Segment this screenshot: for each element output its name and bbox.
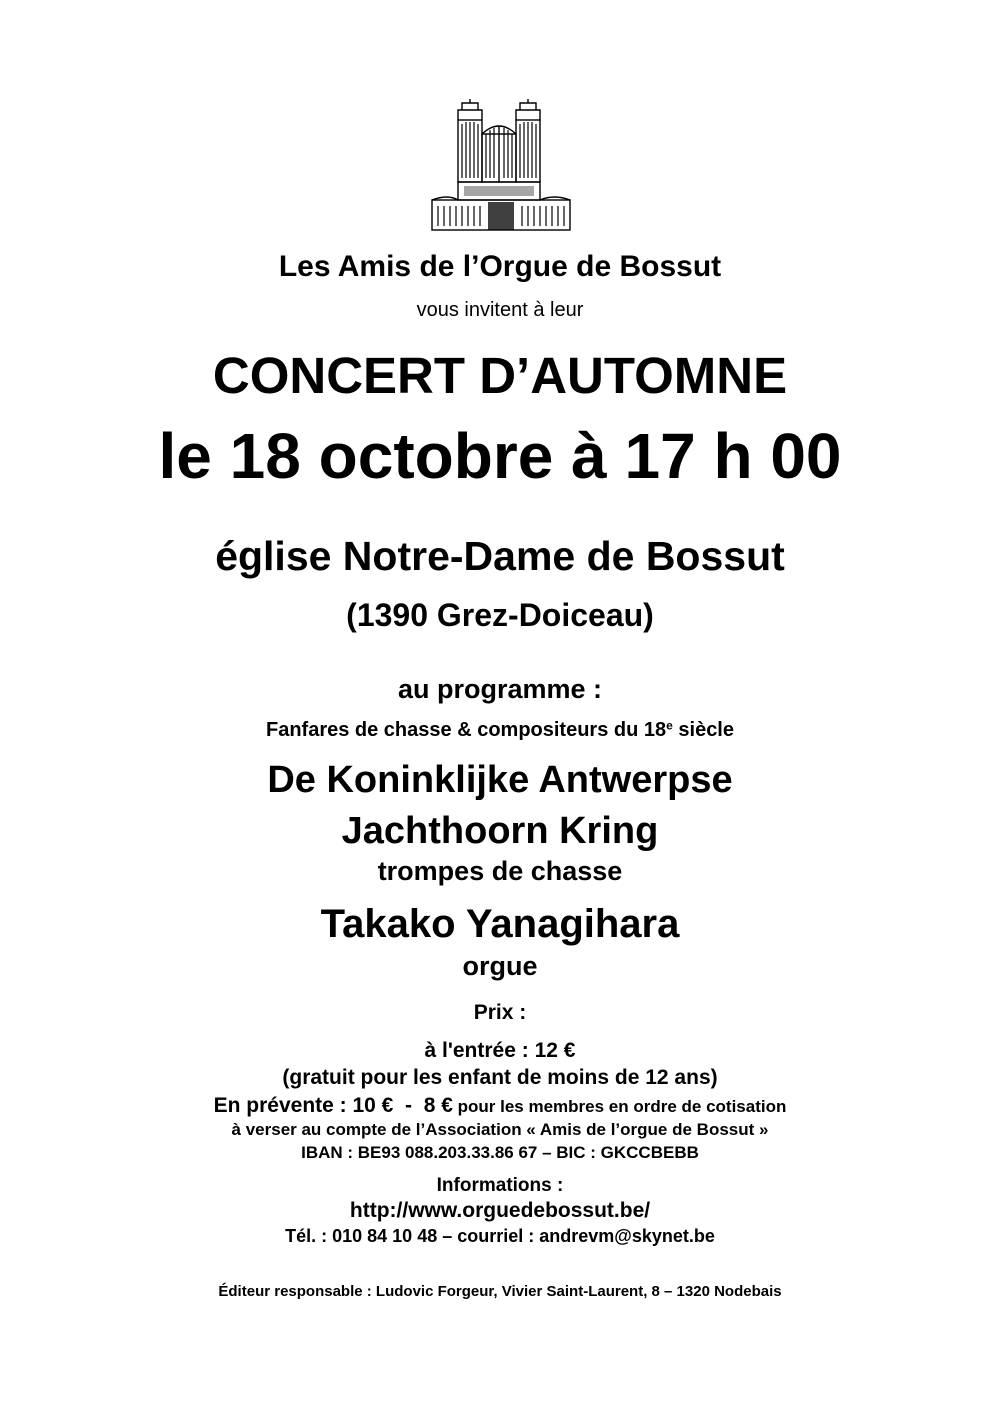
payment-instructions: à verser au compte de l’Association « Amis de l’orgue de Bossut » [231,1120,769,1139]
program-heading: au programme : [397,674,603,704]
venue-name: église Notre-Dame de Bossut [215,533,785,579]
performer1-name-line1: De Koninklijke Antwerpse [267,759,733,801]
publisher-note: Éditeur responsable : Ludovic Forgeur, Vivier Saint-Laurent, 8 – 1320 Nodebais [218,1283,782,1300]
presale-price-amounts: En prévente : 10 € - 8 € [213,1094,453,1117]
price-heading: Prix : [473,1001,527,1024]
bank-details: IBAN : BE93 088.203.33.86 67 – BIC : GKCCBEBB [301,1143,699,1162]
program-description [0,720,1000,740]
organization-name: Les Amis de l’Orgue de Bossut [278,250,722,283]
invite-text: vous invitent à leur [416,299,584,321]
organ-logo-icon [428,98,574,234]
info-heading: Informations : [436,1175,564,1196]
presale-price [0,1095,1000,1116]
performer2-role: orgue [462,951,538,981]
concert-title: CONCERT D’AUTOMNE [212,347,788,404]
program-description-superscript: e [666,718,673,733]
entry-price: à l'entrée : 12 € [424,1039,576,1062]
website-link[interactable]: http://www.orguedebossut.be/ [349,1199,651,1222]
program-description-text: Fanfares de chasse & compositeurs du 18 [265,719,667,741]
performer1-name-line2: Jachthoorn Kring [341,810,659,852]
free-entry-note: (gratuit pour les enfant de moins de 12 ans) [282,1066,718,1089]
performer1-role: trompes de chasse [377,856,623,886]
concert-datetime: le 18 octobre à 17 h 00 [158,420,842,492]
venue-locality: (1390 Grez-Doiceau) [346,597,654,633]
presale-price-member-note: pour les membres en ordre de cotisation [452,1097,787,1116]
performer2-name: Takako Yanagihara [320,902,680,946]
contact-details: Tél. : 010 84 10 48 – courriel : andrevm@skynet.be [285,1226,715,1246]
program-description-suffix: siècle [672,719,734,741]
